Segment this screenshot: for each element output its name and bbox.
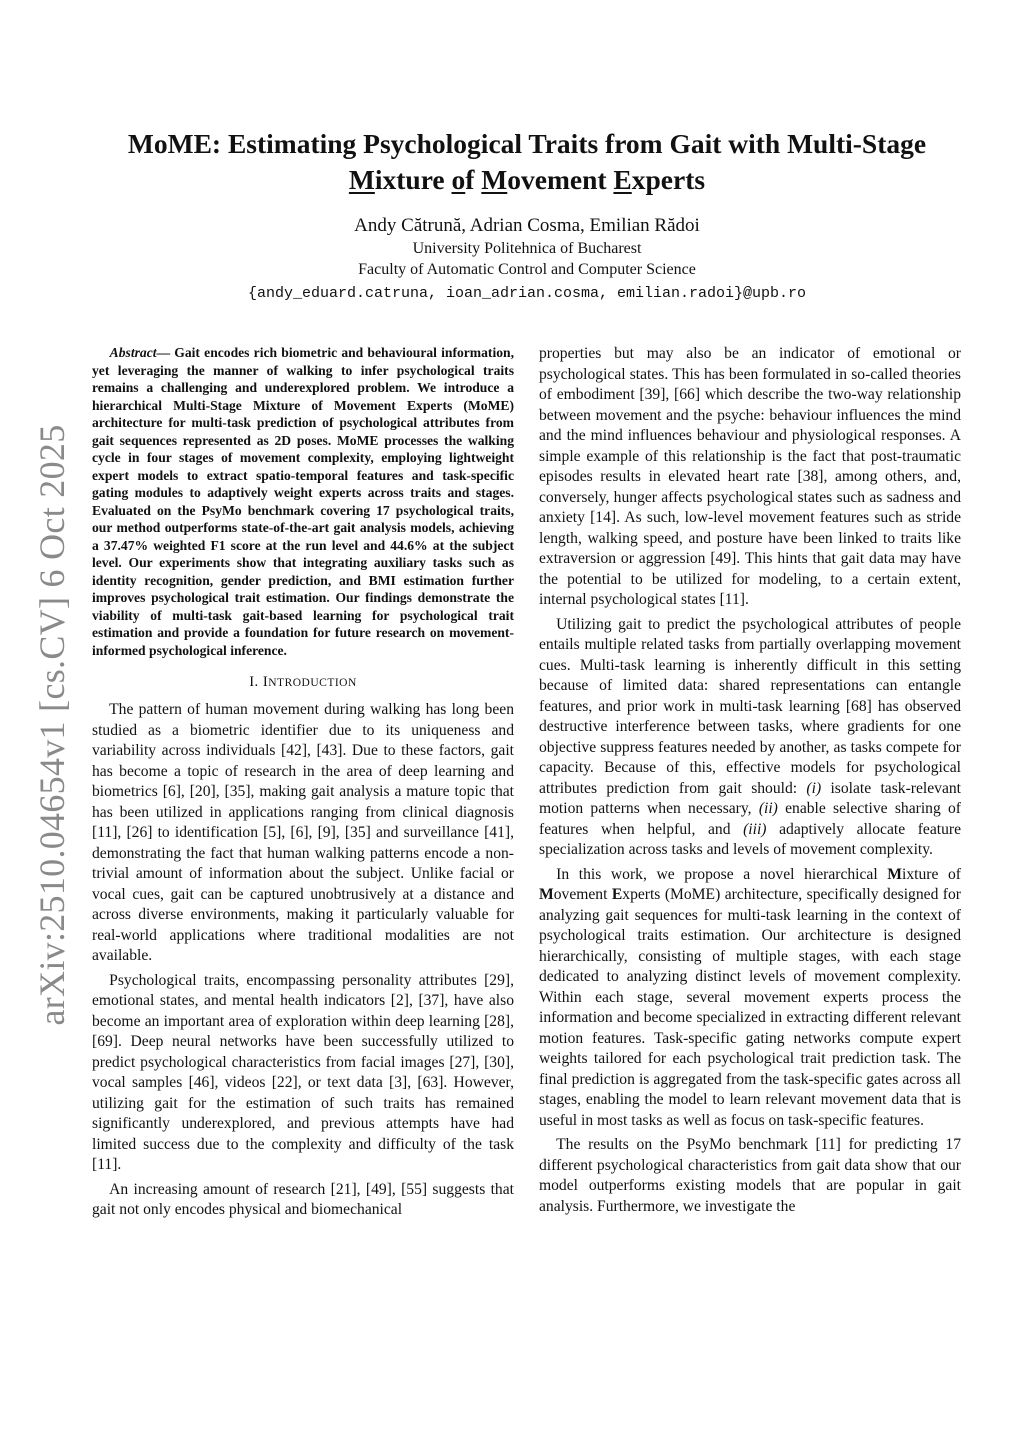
author-list: Andy Cătrună, Adrian Cosma, Emilian Rădoi [354, 215, 700, 236]
intro-paragraph-proposal: In this work, we propose a novel hierarchical Mixture of Movement Experts (MoME) architecture, specifically designed for analyzing gait sequences for multi-task learning in the context of psychological traits estimation. Our architecture is designed hierarchically, consisting of multiple stages, with each stage dedicated to analyzing distinct levels of movement complexity. Within each stage, several movement experts process the information and become specialized in extracting different relevant motion features. Task-specific gating networks compute expert weights tailored for each psychological trait prediction task. The final prediction is aggregated from the task-specific gates across all stages, enabling the model to learn relevant movement data that is useful in most tasks as well as focus on task-specific features. [539, 865, 961, 1129]
section-heading-introduction: I. INTRODUCTION [249, 674, 357, 690]
affiliation-university: University Politehnica of Bucharest [412, 240, 642, 257]
right-column [539, 344, 961, 1221]
title-line-2: Mixture of Movement Experts [348, 164, 706, 195]
paper-header [92, 126, 962, 305]
intro-paragraph-3: An increasing amount of research [21], [49], [55] suggests that gait not only encodes physical and biomechanical [92, 1180, 514, 1218]
paper-title [92, 126, 962, 198]
intro-paragraph-continued: properties but may also be an indicator of emotional or psychological states. This has been formulated in so-called theories of embodiment [39], [66] which describe the two-way relationship between movement and the psyche: behaviour influences the mind and the mind influences behaviour and physiological responses. A simple example of this relationship is the fact that post-traumatic episodes results in elevated heart rate [38], among others, and, conversely, hunger affects psychological states such as sadness and anxiety [14]. As such, low-level movement features such as stride length, walking speed, and posture have been linked to traits like extraversion or aggression [49]. This hints that gait data may have the potential to be utilized for modeling, to a certain extent, internal psychological states [11]. [539, 345, 961, 608]
left-column [92, 344, 514, 1225]
abstract [92, 344, 514, 659]
intro-paragraph-results: The results on the PsyMo benchmark [11] for predicting 17 different psychological characteristics from gait data show that our model outperforms existing models that are popular in gait analysis. Furthermore, we investigate the [539, 1136, 961, 1215]
arxiv-identifier: arXiv:2510.04654v1 [cs.CV] 6 Oct 2025 [32, 424, 72, 1026]
intro-paragraph-multitask: Utilizing gait to predict the psychological attributes of people entails multiple related tasks from partially overlapping movement cues. Multi-task learning is inherently difficult in this setting because of limited data: shared representations can entangle features, and prior work in multi-task learning [68] has observed destructive interference between tasks, where gradients for one objective suppress features needed by another, as tasks compete for capacity. Because of this, effective models for psychological attributes prediction from gait should: (i) isolate task-relevant motion patterns when necessary, (ii) enable selective sharing of features when helpful, and (iii) adaptively allocate feature specialization across tasks and levels of movement complexity. [539, 615, 961, 858]
title-line-1: MoME: Estimating Psychological Traits from Gait with Multi-Stage [127, 128, 927, 159]
intro-paragraph-1: The pattern of human movement during walking has long been studied as a biometric identifier due to its uniqueness and variability across individuals [42], [43]. Due to these factors, gait has become a topic of research in the area of deep learning and biometrics [6], [20], [35], making gait analysis a mature topic that has been utilized in applications ranging from clinical diagnosis [11], [26] to identification [5], [6], [9], [35] and surveillance [41], demonstrating the fact that human walking patterns encode a non-trivial amount of information about the subject. Unlike facial or vocal cues, gait can be captured unobtrusively at a distance and across diverse environments, making it particularly valuable for real-world applications where traditional modalities are not available. [92, 701, 514, 964]
abstract-text: — Gait encodes rich biometric and behavioural information, yet leveraging the manner of walking to infer psychological traits remains a challenging and underexplored problem. We introduce a hierarchical Multi-Stage Mixture of Movement Experts (MoME) architecture for multi-task prediction of psychological attributes from gait sequences represented as 2D poses. MoME processes the walking cycle in four stages of movement complexity, employing lightweight expert models to extract spatio-temporal features and task-specific gating modules to adaptively weight experts across traits and stages. Evaluated on the PsyMo benchmark covering 17 psychological traits, our method outperforms state-of-the-art gait analysis models, achieving a 37.47% weighted F1 score at the run level and 44.6% at the subject level. Our experiments show that integrating auxiliary tasks such as identity recognition, gender prediction, and BMI estimation further improves psychological trait estimation. Our findings demonstrate the viability of multi-task gait-based learning for psychological trait estimation and provide a foundation for future research on movement-informed psychological inference. [92, 345, 514, 658]
intro-paragraph-2: Psychological traits, encompassing personality attributes [29], emotional states, and mental health indicators [2], [37], have also become an important area of exploration within deep learning [28], [69]. Deep neural networks have been successfully utilized to predict psychological characteristics from facial images [27], [30], vocal samples [46], videos [22], or text data [3], [63]. However, utilizing gait for the estimation of such traits has remained significantly underexplored, and previous attempts have had limited success due to the complexity and difficulty of the task [11]. [92, 971, 514, 1173]
abstract-label: Abstract [109, 345, 157, 360]
author-emails[interactable]: {andy_eduard.catruna, ioan_adrian.cosma, emilian.radoi}@upb.ro [247, 285, 807, 302]
affiliation-faculty: Faculty of Automatic Control and Computer Science [358, 261, 696, 278]
